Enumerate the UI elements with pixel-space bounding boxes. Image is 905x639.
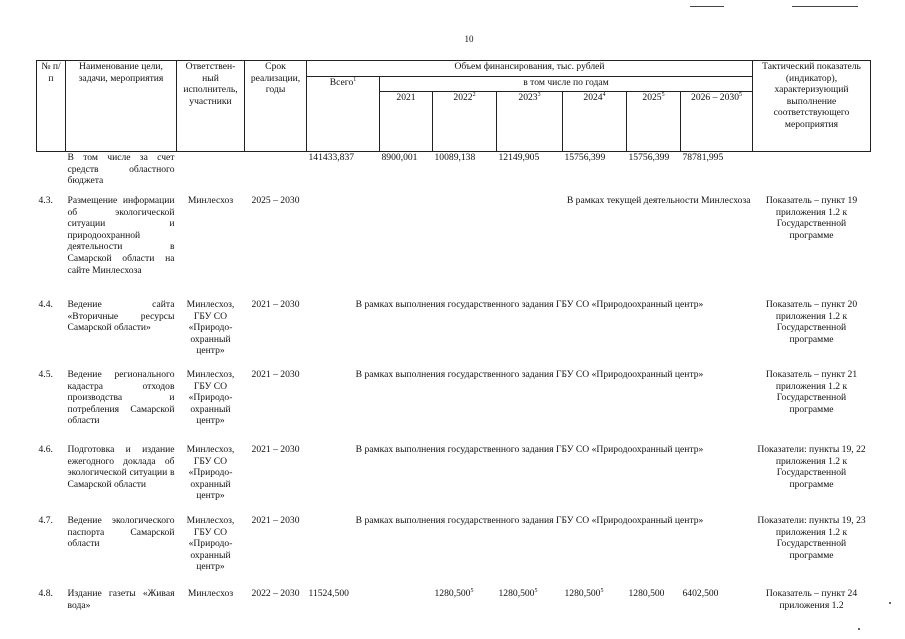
row-y2023: 1280,500$^5$: [498, 588, 538, 599]
scan-line-top-1: [690, 6, 724, 7]
row-funding-note: В рамках выполнения государственного задания ГБУ СО «Природоохранный центр»: [355, 369, 704, 380]
table-row: [37, 588, 871, 628]
row-y2026-2030: 78781,995: [682, 152, 724, 163]
row-indicator: Показатель – пункт 20 приложения 1.2 к Государственной программе: [765, 299, 858, 345]
funding-table: [36, 60, 871, 628]
header-total: Всего$^1$: [307, 77, 380, 152]
header-year-2022: 2022$^2$: [433, 92, 497, 152]
row-num: 4.7.: [38, 515, 53, 526]
row-y2022: 10089,138: [434, 152, 476, 163]
row-name: Ведение сайта «Вторичные ресурсы Самарской области»: [67, 299, 175, 334]
row-executor: Минлесхоз, ГБУ СО «Природо-охранный центр»: [186, 369, 235, 427]
header-num: № п/п: [37, 61, 66, 152]
row-name: Размещение информации об экологической ситуации и природоохранной деятельности в Самарской области на сайте Минлесхоза: [67, 195, 175, 276]
row-num: 4.6.: [38, 444, 53, 455]
table-row: [37, 299, 871, 369]
row-y2021: [380, 588, 433, 628]
header-year-2026-2030: 2026 – 2030$^5$: [681, 92, 753, 152]
row-num: 4.5.: [38, 369, 53, 380]
row-total: 11524,500: [308, 588, 349, 599]
row-funding-note: В рамках выполнения государственного задания ГБУ СО «Природоохранный центр»: [355, 444, 704, 455]
row-term: 2021 – 2030: [251, 444, 300, 455]
row-term: 2022 – 2030: [251, 588, 300, 599]
row-name: В том числе за счет средств областного бюджета: [67, 152, 175, 187]
header-funding: Объем финансирования, тыс. рублей: [307, 61, 753, 77]
header-year-2021: 2021: [380, 92, 433, 152]
scan-speck: [889, 602, 891, 604]
table-row: [37, 515, 871, 588]
row-term: [245, 152, 307, 196]
row-executor: Минлесхоз: [187, 195, 234, 206]
row-y2025: 1280,500: [628, 588, 665, 599]
row-executor: Минлесхоз: [187, 588, 234, 599]
header-year-2025: 2025$^5$: [627, 92, 681, 152]
row-term: 2021 – 2030: [251, 515, 300, 526]
row-term: 2021 – 2030: [251, 299, 300, 310]
header-year-2023: 2023$^3$: [497, 92, 563, 152]
row-executor: Минлесхоз, ГБУ СО «Природо-охранный центр»: [186, 444, 235, 502]
header-incl-years: в том числе по годам: [380, 77, 753, 92]
row-indicator: Показатели: пункты 19, 22 приложения 1.2 к Государственной программе: [757, 444, 866, 490]
row-num: 4.8.: [38, 588, 53, 599]
table-row: [37, 195, 871, 299]
header-executor: Ответствен-ный исполнитель, участники: [177, 61, 245, 152]
row-term: 2021 – 2030: [251, 369, 300, 380]
row-executor: Минлесхоз, ГБУ СО «Природо-охранный центр»: [186, 299, 235, 357]
row-funding-note: В рамках текущей деятельности Минлесхоза: [566, 195, 751, 206]
row-executor: Минлесхоз, ГБУ СО «Природо-охранный центр»: [186, 515, 235, 573]
row-indicator: Показатель – пункт 24 приложения 1.2: [765, 588, 858, 611]
row-funding-note: В рамках выполнения государственного задания ГБУ СО «Природоохранный центр»: [355, 299, 704, 310]
row-total: 141433,837: [308, 152, 355, 163]
row-y2025: 15756,399: [628, 152, 670, 163]
row-num: [37, 152, 66, 196]
row-indicator: Показатель – пункт 21 приложения 1.2 к Государственной программе: [765, 369, 858, 415]
header-term: Срок реализации, годы: [245, 61, 307, 152]
row-term: 2025 – 2030: [251, 195, 300, 206]
scan-line-top-2: [792, 6, 858, 7]
scan-speck: [858, 628, 860, 630]
row-indicator: Показатели: пункты 19, 23 приложения 1.2 к Государственной программе: [757, 515, 866, 561]
page-number: 10: [464, 34, 474, 44]
row-num: 4.4.: [38, 299, 53, 310]
row-y2024: 15756,399: [564, 152, 606, 163]
row-name: Подготовка и издание ежегодного доклада об экологической ситуации в Самарской области: [67, 444, 175, 490]
header-year-2024: 2024$^4$: [563, 92, 627, 152]
row-name: Ведение экологического паспорта Самарской области: [67, 515, 175, 550]
row-y2023: 12149,905: [498, 152, 540, 163]
header-name: Наименование цели, задачи, мероприятия: [66, 61, 177, 152]
row-indicator: [753, 152, 871, 196]
row-indicator: Показатель – пункт 19 приложения 1.2 к Государственной программе: [765, 195, 858, 241]
table-row: [37, 152, 871, 196]
row-funding-note: В рамках выполнения государственного задания ГБУ СО «Природоохранный центр»: [355, 515, 704, 526]
row-num: 4.3.: [38, 195, 53, 206]
table-row: [37, 444, 871, 515]
header-indicator: Тактический показатель (индикатор), характеризующий выполнение соответствующего мероприятия: [753, 61, 871, 152]
table-row: [37, 369, 871, 444]
row-y2022: 1280,500$^5$: [434, 588, 474, 599]
row-y2024: 1280,500$^5$: [564, 588, 604, 599]
row-y2026-2030: 6402,500: [682, 588, 719, 599]
row-name: Издание газеты «Живая вода»: [67, 588, 175, 611]
row-name: Ведение регионального кадастра отходов производства и потребления Самарской области: [67, 369, 175, 427]
row-y2021: 8900,001: [381, 152, 418, 163]
row-executor: [177, 152, 245, 196]
